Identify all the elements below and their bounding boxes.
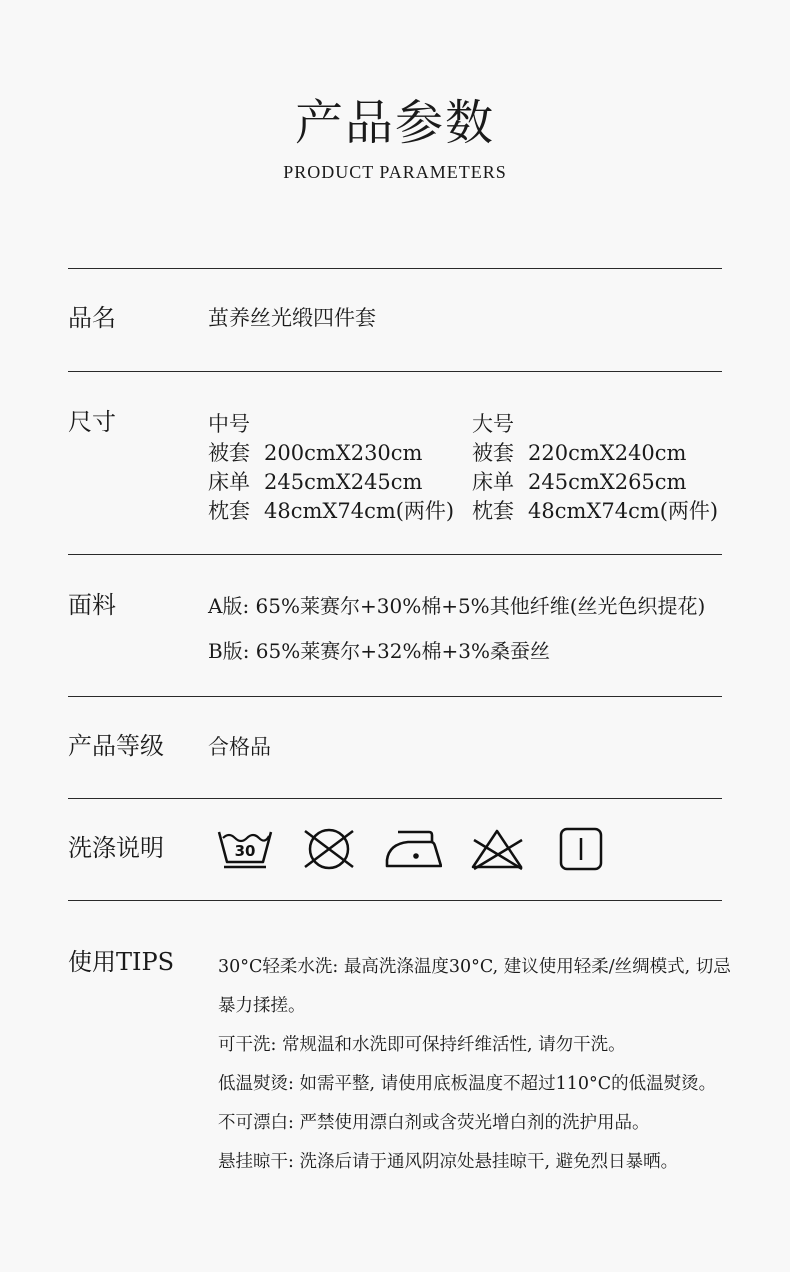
size-dims: 200cmX230cm — [264, 441, 423, 465]
tips-label: 使用TIPS — [68, 948, 175, 976]
product-name-value: 茧养丝光缎四件套 — [208, 306, 376, 330]
size-dims: 48cmX74cm(两件) — [528, 499, 719, 523]
tip-item: 悬挂晾干: 洗涤后请于通风阴凉处悬挂晾干, 避免烈日暴晒。 — [218, 1152, 679, 1172]
size-item: 床单 — [472, 470, 514, 494]
tip-item: 30°C轻柔水洗: 最高洗涤温度30°C, 建议使用轻柔/丝绸模式, 切忌暴力揉搓。 — [218, 957, 731, 1016]
size-dims: 48cmX74cm(两件) — [264, 499, 455, 523]
tip-item: 不可漂白: 严禁使用漂白剂或含荧光增白剂的洗护用品。 — [218, 1113, 650, 1133]
size-large-row — [472, 439, 718, 468]
grade-value: 合格品 — [208, 735, 271, 759]
size-large-row — [472, 497, 718, 526]
wash-temp-text: 30 — [234, 842, 256, 860]
divider — [68, 268, 722, 269]
divider — [68, 900, 722, 901]
size-item: 被套 — [208, 441, 250, 465]
hang-dry-icon — [552, 826, 610, 872]
page-subtitle: PRODUCT PARAMETERS — [283, 162, 507, 182]
size-medium-row — [208, 468, 454, 497]
tip-item: 可干洗: 常规温和水洗即可保持纤维活性, 请勿干洗。 — [218, 1035, 626, 1055]
size-item: 被套 — [472, 441, 514, 465]
divider — [68, 798, 722, 799]
page-title: 产品参数 — [294, 95, 495, 151]
size-label: 尺寸 — [68, 408, 116, 436]
size-dims: 245cmX265cm — [528, 470, 687, 494]
size-large-heading: 大号 — [472, 412, 514, 436]
wash-30-icon — [216, 826, 274, 872]
divider — [68, 371, 722, 372]
product-name-label: 品名 — [68, 304, 116, 332]
size-large-row — [472, 468, 718, 497]
tip-item: 低温熨烫: 如需平整, 请使用底板温度不超过110°C的低温熨烫。 — [218, 1074, 717, 1094]
washing-label: 洗涤说明 — [68, 834, 164, 862]
size-item: 床单 — [208, 470, 250, 494]
fabric-line-a: A版: 65%莱赛尔+30%棉+5%其他纤维(丝光色织提花) — [208, 594, 706, 618]
no-bleach-icon — [468, 826, 526, 872]
divider — [68, 554, 722, 555]
size-large-column — [472, 410, 718, 526]
size-medium-row — [208, 497, 454, 526]
care-icons — [216, 826, 636, 872]
fabric-label: 面料 — [68, 591, 116, 619]
tips-list — [218, 948, 738, 1182]
size-dims: 245cmX245cm — [264, 470, 423, 494]
grade-label: 产品等级 — [68, 732, 164, 760]
fabric-line-b: B版: 65%莱赛尔+32%棉+3%桑蚕丝 — [208, 639, 550, 663]
size-medium-row — [208, 439, 454, 468]
size-medium-column — [208, 410, 454, 526]
size-dims: 220cmX240cm — [528, 441, 687, 465]
no-tumble-dry-icon — [300, 826, 358, 872]
size-item: 枕套 — [208, 499, 250, 523]
size-item: 枕套 — [472, 499, 514, 523]
divider — [68, 696, 722, 697]
size-medium-heading: 中号 — [208, 412, 250, 436]
low-iron-icon — [384, 826, 442, 872]
